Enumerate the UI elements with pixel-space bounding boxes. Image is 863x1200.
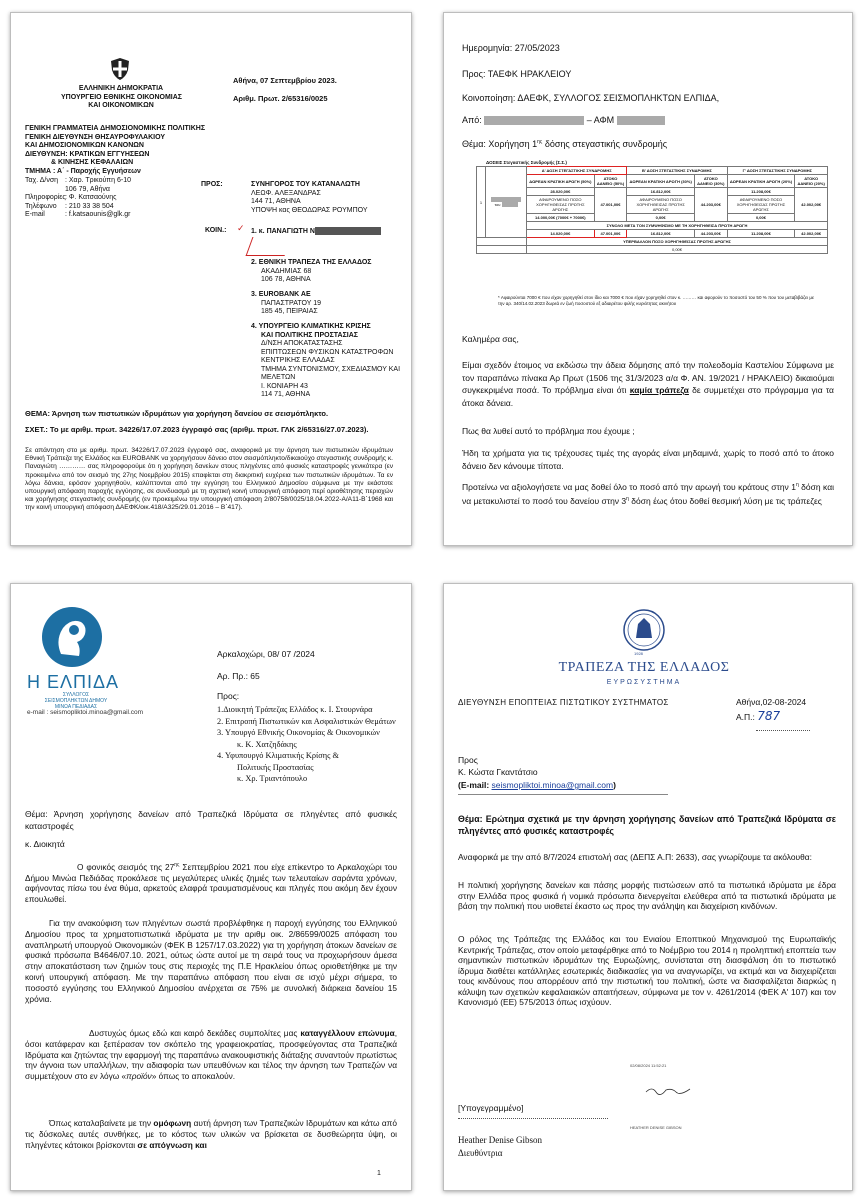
protocol-number: Αρ. Πρ.: 65	[217, 671, 260, 681]
pros-label: Προς:	[217, 691, 240, 701]
dept-line: ΚΑΙ ΔΗΜΟΣΙΟΝΟΜΙΚΩΝ ΚΑΝΟΝΩΝ	[25, 142, 144, 149]
table-header: ΔΩΡΕΑΝ ΚΡΑΤΙΚΗ ΑΡΩΓΗ (50%)	[527, 175, 595, 188]
dept-line: ΤΜΗΜΑ : Α΄ - Παροχής Εγγυήσεων	[25, 167, 141, 175]
contact-block	[25, 177, 131, 220]
recipient-line: 3. Υπουργό Εθνικής Οικονομίας & Οικονομικών	[217, 728, 380, 737]
koin-line: Ι. ΚΟΝΙΑΡΗ 43	[261, 382, 308, 390]
association-logo-icon	[41, 606, 103, 668]
recipient-line: κ. Κ. Χατζηδάκης	[237, 739, 297, 749]
greeting: Καλημέρα σας,	[462, 334, 519, 344]
header-line: ΚΑΙ ΟΙΚΟΝΟΜΙΚΩΝ	[88, 102, 154, 109]
table-header: ΑΤΟΚΟ ΔΑΝΕΙΟ (30%)	[695, 175, 728, 188]
koin-line: Δ/ΝΣΗ ΑΠΟΚΑΤΑΣΤΑΣΗΣ	[261, 340, 343, 347]
table-cell: 14.020,00€	[527, 230, 595, 238]
signed-label: [Υπογεγραμμένο]	[458, 1103, 524, 1113]
department-block	[25, 125, 205, 176]
reference-line: ΣΧΕΤ.: Το με αριθμ. πρωτ. 34226/17.07.2023 έγγραφό σας (αριθμ. πρωτ. ΓΛΚ 2/65316/27.07.2023).	[25, 425, 369, 434]
table-cell: 1	[477, 167, 486, 238]
recipient-line: 144 71, ΑΘΗΝΑ	[251, 198, 301, 205]
email-close: )	[613, 780, 616, 790]
table-cell: 44.203,00€	[695, 230, 728, 238]
italic-text: προϊόν	[126, 1071, 152, 1082]
subject-sup: ης	[537, 139, 543, 145]
table-cell: ΥΠΕΡΒΑΛΛΟΝ ΠΟΣΟ ΧΟΡΗΓΗΘΕΙΣΑΣ ΠΡΩΤΗΣ ΑΡΩΓΗΣ	[527, 238, 828, 246]
table-cell: 11.208,00€	[727, 230, 795, 238]
table-cell	[477, 238, 527, 246]
letter-paragraph	[25, 1118, 397, 1150]
ap-value: 787	[757, 709, 781, 723]
dept-line: ΓΕΝΙΚΗ ΓΡΑΜΜΑΤΕΙΑ ΔΗΜΟΣΙΟΝΟΜΙΚΗΣ ΠΟΛΙΤΙΚΗΣ	[25, 125, 206, 132]
koin-line: 185 45, ΠΕΙΡΑΙΑΣ	[261, 308, 318, 315]
association-email: e-mail : seismopliktoi.minoa@gmail.com	[27, 709, 144, 716]
from-suffix: – ΑΦΜ	[586, 115, 615, 125]
koin-block	[251, 323, 400, 400]
recipient-line: ΛΕΩΦ. ΑΛΕΞΑΝΔΡΑΣ	[251, 189, 321, 197]
koin-line: 2. ΕΘΝΙΚΗ ΤΡΑΠΕΖΑ ΤΗΣ ΕΛΛΑΔΟΣ	[251, 259, 372, 266]
table-cell: 42.002,00€	[795, 230, 828, 238]
table-cell: ΑΦΑΙΡΟΥΜΕΝΟ ΠΟΣΟ ΧΟΡΗΓΗΘΕΙΣΑΣ ΠΡΩΤΗΣ ΑΡΩΓΗΣ	[727, 196, 795, 214]
paragraph-sup: η	[626, 496, 629, 503]
table-caption: ΔΟΣΕΙΣ Στεγαστικής Συνδρομής (Σ.Σ.)	[486, 160, 567, 165]
email-link[interactable]: seismopliktoi.minoa@gmail.com	[491, 780, 614, 790]
koin-line: 4. ΥΠΟΥΡΓΕΙΟ ΚΛΙΜΑΤΙΚΗΣ ΚΡΙΣΗΣ	[251, 323, 371, 330]
contact-value: : Χαρ. Τρικούπη 6-10	[65, 177, 131, 184]
dotted-rule	[458, 1118, 608, 1119]
page-number: 1	[377, 1170, 381, 1177]
koin-line: 114 71, ΑΘΗΝΑ	[261, 391, 311, 398]
subject-line: Θέμα: Άρνηση χορήγησης δανείων από Τραπεζικά Ιδρύματα σε πληγέντες από φυσικές καταστροφές	[25, 809, 397, 831]
pros-recipient	[251, 181, 368, 215]
contact-value: : 210 33 38 504	[65, 202, 114, 210]
table-cell: ΑΦΑΙΡΟΥΜΕΝΟ ΠΟΣΟ ΧΟΡΗΓΗΘΕΙΣΑΣ ΠΡΩΤΗΣ ΑΡΩΓΗΣ	[527, 196, 595, 214]
table-cell: 0,00€	[627, 214, 695, 222]
table-header: ΔΩΡΕΑΝ ΚΡΑΤΙΚΗ ΑΡΩΓΗ (20%)	[727, 175, 795, 188]
table-cell: 42.002,00€	[795, 188, 828, 222]
letter-date: Αθήνα, 07 Σεπτεμβρίου 2023.	[233, 76, 337, 85]
pros-label: Προς	[458, 755, 478, 765]
redaction	[315, 227, 381, 235]
ap-label: Α.Π.:	[736, 712, 755, 722]
recipient-line: ΣΥΝΗΓΟΡΟΣ ΤΟΥ ΚΑΤΑΝΑΛΩΤΗ	[251, 181, 360, 188]
request-from	[462, 115, 665, 126]
table-group-header: Β' ΔΟΣΗ ΣΤΕΓΑΣΤΙΚΗΣ ΣΥΝΔΡΟΜΗΣ	[627, 167, 727, 175]
subject-line: ΘΕΜΑ: Άρνηση των πιστωτικών ιδρυμάτων για χορήγηση δανείου σε σεισμόπληκτο.	[25, 409, 329, 418]
letter-date: Αθήνα,02-08-2024	[736, 697, 807, 707]
table-cell: 47.001,00€	[594, 230, 627, 238]
contact-label: Πληροφορίες	[25, 194, 66, 201]
redaction	[484, 116, 584, 125]
table-header: ΔΩΡΕΑΝ ΚΡΑΤΙΚΗ ΑΡΩΓΗ (30%)	[627, 175, 695, 188]
divider	[458, 794, 668, 795]
paragraph-sup: η	[795, 482, 799, 488]
bank-name: ΤΡΑΠΕΖΑ ΤΗΣ ΕΛΛΑΔΟΣ	[558, 660, 730, 675]
contact-value: : f.katsaounis@glk.gr	[65, 211, 131, 218]
koin-line: ΤΜΗΜΑ ΣΥΝΤΟΝΙΣΜΟΥ, ΣΧΕΔΙΑΣΜΟΥ ΚΑΙ	[261, 365, 401, 373]
koin-first-text: 1. κ. ΠΑΝΑΓΙΩΤΗ Ν	[251, 227, 315, 235]
request-paragraph	[462, 359, 834, 409]
subject-line: Θέμα: Ερώτημα σχετικά με την άρνηση χορήγησης δανείων από Τραπεζικά Ιδρύματα σε πληγέντες από φυσικές καταστροφές	[458, 814, 836, 836]
table-cell: 47.001,00€	[594, 188, 627, 222]
table-cell: 16.812,00€	[627, 188, 695, 196]
paragraph-text: Είμαι σχεδόν έτοιμος να εκδώσω την άδεια δόμησης από την πολεοδομία Καστελίου Σύμφωνα με τον παραπάνω πίνακα Αρ Πρωτ (1506 της 31/3/2023 α/α Φ. ΑΝ. 19/2021 / ΗΡΑΚΛΕΙΟ) δικαιούμαι συγκεκριμένα ποσά. Το πρόβλημα είναι ότι	[462, 360, 834, 395]
table-cell	[477, 246, 527, 254]
association-logo-title: Η ΕΛΠΙΔΑ	[27, 672, 120, 692]
table-cell-text: του	[494, 202, 501, 207]
header-line: ΥΠΟΥΡΓΕΙΟ ΕΘΝΙΚΗΣ ΟΙΚΟΝΟΜΙΑΣ	[61, 93, 182, 101]
letter-paragraph	[25, 1028, 397, 1082]
letter-paragraph: Αναφορικά με την από 8/7/2024 επιστολή σας (ΔΕΠΣ Α.Π: 2633), σας γνωρίζουμε τα ακόλουθα:	[458, 852, 812, 862]
koin-line: 106 78, ΑΘΗΝΑ	[261, 276, 311, 283]
doc-bank-response	[443, 583, 853, 1191]
paragraph-text: Δυστυχώς όμως εδώ και καιρό δεκάδες συμπολίτες μας	[89, 1028, 301, 1038]
recipient-line: κ. Χρ. Τριαντόπουλο	[237, 774, 308, 783]
email-label: (E-mail:	[458, 780, 492, 790]
paragraph-text: δόση και να μετακυλιστεί το ποσό του δανείου στην 3	[462, 481, 834, 507]
table-cell: ΣΥΝΟΛΟ ΜΕΤΑ ΤΟΝ ΣΥΜΨΗΦΙΣΜΟ ΜΕ ΤΗ ΧΟΡΗΓΗΘΕΙΣΑ ΠΡΩΤΗ ΑΡΩΓΗ	[527, 222, 828, 230]
redaction	[617, 116, 665, 125]
paragraph-text: Προτείνω να αξιολογήσετε να μας δοθεί όλο το ποσό από την αρωγή του κράτους στην 1	[462, 481, 796, 492]
koin-first	[251, 227, 381, 236]
dept-line: ΔΙΕΥΘΥΝΣΗ: ΚΡΑΤΙΚΩΝ ΕΓΓΥΗΣΕΩΝ	[25, 150, 150, 158]
contact-label: E-mail	[25, 211, 45, 218]
table-cell: 44.203,00€	[695, 188, 728, 222]
bold-text: ομόφωνη	[153, 1118, 192, 1128]
greek-emblem-icon	[109, 57, 131, 81]
dept-line: & ΚΙΝΗΣΗΣ ΚΕΦΑΛΑΙΩΝ	[51, 159, 134, 166]
salutation: κ. Διοικητά	[25, 839, 65, 849]
header-line: ΕΛΛΗΝΙΚΗ ΔΗΜΟΚΡΑΤΙΑ	[78, 85, 164, 92]
table-cell	[486, 167, 527, 238]
table-footnote: * Αφαιρούνται 7000 € που είχαν χορηγηθεί στον ίδιο και 7000 € που είχαν χορηγηθεί στον κ. ……… και αφορούν το ποσοστό του 50 % που του μεταβιβάζει με την αρ. 340/14.02.2023 δωρεά εν ζωή ποσοστού εξ αδιαιρέτου ψιλής κυριότητας ακινήτου	[498, 295, 814, 306]
letter-date: Αρκαλοχώρι, 08/ 07 /2024	[217, 649, 315, 659]
paragraph-text: δε συμμετέχει στο πρόγραμμα για τα άτοκα δάνεια.	[462, 385, 834, 408]
installments-table	[476, 166, 828, 254]
koin-line: ΜΕΛΕΤΩΝ	[261, 374, 296, 381]
recipient-line: 2. Επιτροπή Πιστωτικών και Ασφαλιστικών Θεμάτων	[217, 716, 396, 726]
recipients-list	[217, 704, 409, 785]
koin-line: ΠΑΠΑΣΤΡΑΤΟΥ 19	[261, 299, 321, 307]
paragraph-text: » όπως το αποκαλούν.	[151, 1071, 236, 1082]
table-header: ΑΤΟΚΟ ΔΑΝΕΙΟ (50%)	[594, 175, 627, 188]
pros-label: ΠΡΟΣ:	[201, 181, 223, 188]
from-label: Από:	[462, 115, 482, 125]
signature-scribble-icon	[644, 1084, 694, 1096]
request-date: Ημερομηνία: 27/05/2023	[462, 43, 560, 53]
recipient-line: ΥΠΟΨΗ κας ΘΕΟΔΩΡΑΣ ΡΟΥΜΠΟΥ	[251, 206, 368, 214]
protocol-number: Αριθμ. Πρωτ. 2/65316/0025	[233, 94, 328, 103]
doc-association-letter	[10, 583, 412, 1191]
request-subject	[462, 137, 667, 150]
letter-paragraph: Η πολιτική χορήγησης δανείων και πάσης μορφής πιστώσεων από τα πιστωτικά ιδρύματα με έδρα στην Ελλάδα προς φυσικά ή νομικά πρόσωπα διενεργείται ελεύθερα από τα πιστωτικά ιδρύματα με βάση την πολιτική που υιοθετεί έκαστο ως προς την ανάληψη και διαχείριση κινδύνων.	[458, 880, 836, 911]
table-cell: 14.000,00€ (7000€ + 7000€)	[527, 214, 595, 222]
bold-text: καταγγέλλουν επώνυμα	[300, 1028, 395, 1038]
paragraph-text: Ο φονικός σεισμός της 27	[77, 861, 175, 872]
request-paragraph: Ήδη τα χρήματα για τις τρέχουσες τιμές της αγοράς είναι μηδαμινά, χωρίς το ποσό από το άτοκο δάνειο δεν κάνουμε τίποτα.	[462, 448, 834, 471]
bold-text: σε απόγνωση και	[137, 1139, 207, 1150]
recipient-line: 1.Διοικητή Τράπεζας Ελλάδος κ. Ι. Στουρνάρα	[217, 705, 373, 714]
table-header: ΑΤΟΚΟ ΔΑΝΕΙΟ (20%)	[795, 175, 828, 188]
ministry-header	[61, 85, 181, 111]
paragraph-text: δόση έως ότου δοθεί θεσμική λύση με τις τράπεζες	[628, 496, 822, 507]
koin-line: ΑΚΑΔΗΜΙΑΣ 68	[261, 267, 312, 275]
bank-seal-icon	[622, 608, 666, 656]
koin-line: 3. EUROBANK AE	[251, 291, 311, 298]
directorate: ΔΙΕΥΘΥΝΣΗ ΕΠΟΠΤΕΙΑΣ ΠΙΣΤΩΤΙΚΟΥ ΣΥΣΤΗΜΑΤΟΣ	[458, 698, 669, 707]
letter-paragraph: Ο ρόλος της Τράπεζας της Ελλάδος και του Ενιαίου Εποπτικού Μηχανισμού της Ευρωπαϊκής Κεντρικής Τράπεζας, στον οποίο μεταφέρθηκε από το Νοέμβριο του 2014 η προληπτική εποπτεία των σημαντικών πιστωτικών ιδρυμάτων της Ευρωζώνης, συνίσταται στη διασφάλιση ότι το πιστωτικό ίδρυμα διαθέτει κατάλληλες εσωτερικές διαδικασίες για να αναγνωρίζει, να εκτιμά και να διαχειρίζεται τους κινδύνους που απορρέουν από την πιστωτική του πολιτική, ώστε να διασφαλίζεται διαρκώς η κάλυψη των σχετικών κεφαλαιακών απαιτήσεων, σύμφωνα με τον ν. 4261/2014 (ΦΕΚ Α' 107) και τον Κανονισμό (ΕΕ) 575/2013 όπως ισχύουν.	[458, 934, 836, 1007]
letter-paragraph	[25, 860, 397, 905]
signer-name: Heather Denise Gibson	[458, 1135, 542, 1145]
table-group-header: Α' ΔΟΣΗ ΣΤΕΓΑΣΤΙΚΗΣ ΣΥΝΔΡΟΜΗΣ	[527, 167, 627, 175]
paragraph-text: αυτή άρνηση των Τραπεζικών Ιδρυμάτων και κάτω από τις δύσκολες αυτές συνθήκες, με το κόστος των υλικών να βρίσκεται σε δυσθεώρητα ύψη, οι πληγέντες κάτοικοι βρίσκονται	[25, 1118, 397, 1150]
signer-title: Διευθύντρια	[458, 1148, 503, 1158]
letter-paragraph: Για την ανακούφιση των πληγέντων σωστά προβλέφθηκε η παροχή εγγύησης του Ελληνικού Δημοσίου προς τα χρηματοπιστωτικά ιδρύματα με την αριθμ οικ. 2/86599/0025 απόφαση του αναπληρωτή υπουργού Οικονομικών (ΦΕΚ Β 1257/17.03.2022) για τη χορήγηση άτοκων δανείων σε φυσικά πρόσωπα Β4646/07.10. 2021, ούτως ώστε αυτοί με τη σειρά τους να προχωρήσουν άμεσα στην αποκατάσταση των ζημιών τους στις περιοχές της Π.Ε Ηρακλείου όπως οριοθετήθηκε με την κοινή υπουργική απόφαση. Με την παραπάνω απόφαση που είναι σε ισχύ μέχρι σήμερα, το ποσοστό εγγύησης του Ελληνικού Δημοσίου ανέρχεται σε 75% με συνολική διάρκεια δανείου 15 χρόνια.	[25, 918, 397, 1004]
request-cc: Κοινοποίηση: ΔΑΕΦΚ, ΣΥΛΛΟΓΟΣ ΣΕΙΣΜΟΠΛΗΚΤΩΝ ΕΛΠΙΔΑ,	[462, 93, 720, 103]
paragraph-text: , όσοι κατάφεραν και ξεπέρασαν τον σκόπελο της γραφειοκρατίας, προσφεύγοντας στα Τραπεζικά Ιδρύματα και ζητώντας την εφαρμογή της παραπάνω ανακουφιστικής διάταξης συναντούν πρωτίστως την άγνοια των υπαλλήλων, την αδιαφορία των υπευθύνων και τέλος την άρνηση των Τραπεζών να συμμετέχουν στο εν λόγω «	[25, 1028, 397, 1082]
recipient-line: 4. Υφυπουργό Κλιματικής Κρίσης &	[217, 751, 339, 760]
table-cell: 0,00€	[727, 214, 795, 222]
association-logo-subtitle: ΣΥΛΛΟΓΟΣ ΣΕΙΣΜΟΠΛΗΚΤΩΝ ΔΗΜΟΥ ΜΙΝΩΑ ΠΕΔΙΑΔΑΣ	[44, 692, 108, 710]
subject-text: δόσης στεγαστικής συνδρομής	[542, 139, 668, 149]
doc-citizen-request	[443, 12, 853, 546]
koin-block	[251, 291, 321, 317]
underlined-text: καμία τράπεζα	[629, 385, 689, 395]
paragraph-text: Όπως καταλαβαίνετε με την	[49, 1118, 154, 1128]
table-cell: 16.812,00€	[627, 230, 695, 238]
recipient-name: Κ. Κώστα Γκαντάτσιο	[458, 767, 538, 777]
table-group-header: Γ' ΔΟΣΗ ΣΤΕΓΑΣΤΙΚΗΣ ΣΥΝΔΡΟΜΗΣ	[727, 167, 827, 175]
contact-label: Τηλέφωνο	[25, 202, 57, 210]
koin-line: ΚΑΙ ΠΟΛΙΤΙΚΗΣ ΠΡΟΣΤΑΣΙΑΣ	[261, 331, 358, 339]
dotted-rule	[756, 730, 810, 731]
table-cell: 0,00€	[527, 246, 828, 254]
koin-block	[251, 259, 371, 285]
signature-timestamp: 02/08/2024 11:52:21	[630, 1063, 667, 1068]
redaction	[502, 202, 518, 207]
doc-ministry-letter	[10, 12, 412, 546]
koin-label: ΚΟΙΝ.:	[205, 227, 227, 234]
handwritten-mark	[246, 237, 292, 256]
table-cell: 11.208,00€	[727, 188, 795, 196]
paragraph-sup: ης	[174, 862, 180, 868]
request-paragraph: Πως θα λυθεί αυτό το πρόβλημα που έχουμε ;	[462, 426, 635, 436]
request-to: Προς: ΤΑΕΦΚ ΗΡΑΚΛΕΙΟΥ	[462, 69, 572, 79]
recipient-line: Πολιτικής Προστασίας	[237, 762, 314, 772]
recipient-email	[458, 781, 616, 789]
table-cell: ΑΦΑΙΡΟΥΜΕΝΟ ΠΟΣΟ ΧΟΡΗΓΗΘΕΙΣΑΣ ΠΡΩΤΗΣ ΑΡΩΓΗΣ	[627, 196, 695, 214]
paragraph-text: Σεπτεμβρίου 2021 που είχε επίκεντρο το Αρκαλοχώρι του Δήμου Μινώα Πεδιάδας προκάλεσε τις μεγαλύτερες υλικές ζημιές των τελευταίων σαράντα χρόνων, αφήνοντας πίσω του ένα θύμα, αρκετούς ελαφρά τραυματισμένους και πληγές που ακόμη δεν έχουν επουλωθεί.	[25, 861, 397, 905]
koin-line: ΚΕΝΤΡΙΚΗΣ ΕΛΛΑΔΑΣ	[261, 357, 335, 364]
dept-line: ΓΕΝΙΚΗ ΔΙΕΥΘΥΝΣΗ ΘΗΣΑΥΡΟΦΥΛΑΚΙΟΥ	[25, 133, 166, 141]
contact-value: 106 79, Αθήνα	[65, 185, 110, 193]
seal-year: 1928	[634, 651, 643, 656]
request-paragraph	[462, 479, 834, 508]
contact-label: Ταχ. Δ/νση	[25, 177, 59, 184]
koin-line: ΕΠΙΠΤΩΣΕΩΝ ΦΥΣΙΚΩΝ ΚΑΤΑΣΤΡΟΦΩΝ	[261, 348, 394, 356]
table-cell: 28.020,00€	[527, 188, 595, 196]
contact-value: : Φ. Κατσαούνης	[65, 194, 117, 201]
subject-text: Θέμα: Χορήγηση 1	[462, 139, 538, 149]
check-mark: ✓	[237, 223, 245, 233]
eurosystem-label: ΕΥΡΩΣΥΣΤΗΜΑ	[606, 679, 682, 686]
letter-body: Σε απάντηση στο με αριθμ. πρωτ. 34226/17.07.2023 έγγραφό σας, αναφορικά με την άρνηση των πιστωτικών ιδρυμάτων Εθνική Τράπεζα της Ελλάδος και EUROBANK να χορηγήσουν δάνειο στον σεισμόπληκτο/δικαιούχο στεγαστικής συνδρομής κ. Παναγιώτη ………… σας πληροφορούμε ότι η χορήγηση δανείων στους πληγέντες από φυσικές καταστροφές γενικότερα (εν προκειμένω από τον σεισμό της 27ης Νοεμβρίου 2015) επαφίεται στη διακριτική ευχέρεια των πιστωτικών ιδρυμάτων. Τα εν λόγω δάνεια, εφόσον χορηγηθούν, καλύπτονται από την εγγύηση του Ελληνικού Δημοσίου σύμφωνα με την εκάστοτε υπουργική απόφαση παροχής εγγύησης, σε συνδυασμό με τη σχετική κοινή υπουργική απόφαση περί οριοθέτησης περιοχών και χορήγησης στεγαστικής συνδρομής (εν προκειμένω την υπουργική απόφαση 2/80758/0025/18.04.2022-Α/Α11-Β΄1968 και την κοινή υπουργική απόφαση ΔΑΕΦΚ/οικ.418/Α325/29.01.2016 – Β΄417).	[25, 447, 393, 512]
signature-caption: HEATHER DENISE GIBSON	[630, 1125, 682, 1130]
ap-number	[736, 709, 781, 723]
